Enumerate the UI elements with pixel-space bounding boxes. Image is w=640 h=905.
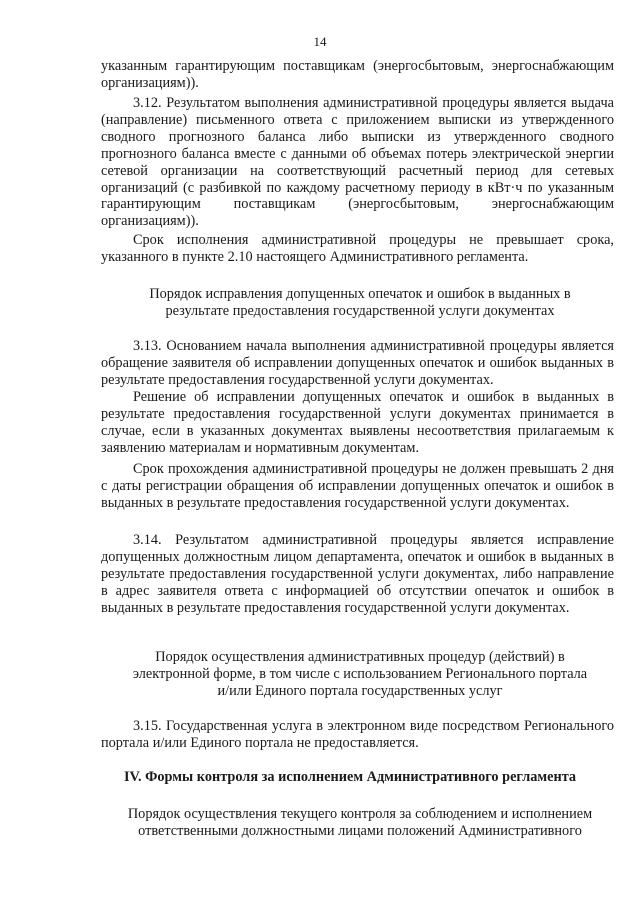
section-heading-corrections: Порядок исправления допущенных опечаток и ошибок в выданных в результате предоставления государственной услуги документах <box>149 286 571 319</box>
paragraph-3-12: 3.12. Результатом выполнения административной процедуры является выдача (направление) письменного ответа с приложением выписки из утвержденного сводного прогнозного баланса либо выписки из утвержденного сводного прогнозного баланса вместе с данными об объемах потерь электрической энергии сетевой организации на соответствующий расчетный период для сетевых организаций (с разбивкой по каждому расчетному периоду в кВт·ч по указанным гарантирующим поставщикам (энергосбытовым, энергоснабжающим организациям)). <box>101 95 614 230</box>
paragraph-continuation: указанным гарантирующим поставщикам (энергосбытовым, энергоснабжающим организациям)). <box>101 58 614 91</box>
paragraph-deadline: Срок исполнения административной процедуры не превышает срока, указанного в пункте 2.10 настоящего Административного регламента. <box>101 232 614 265</box>
paragraph-correction-deadline: Срок прохождения административной процедуры не должен превышать 2 дня с даты регистрации обращения об исправлении допущенных опечаток и ошибок в выданных в результате предоставления государственной услуги документах. <box>101 461 614 511</box>
page-number: 14 <box>313 34 327 49</box>
paragraph-3-13: 3.13. Основанием начала выполнения административной процедуры является обращение заявителя об исправлении допущенных опечаток и ошибок выданных в результате предоставления государственной услуги документах. <box>101 338 614 388</box>
paragraph-3-14: 3.14. Результатом административной процедуры является исправление допущенных должностным лицом департамента, опечаток и ошибок в выданных в результате предоставления государственной услуги документах, либо направление в адрес заявителя ответа с информацией об отсутствии опечаток и ошибок в выданных в результате предоставления государственной услуги документах. <box>101 532 614 616</box>
paragraph-3-15: 3.15. Государственная услуга в электронном виде посредством Регионального портала и/или Единого портала не предоставляется. <box>101 718 614 751</box>
chapter-heading-iv: IV. Формы контроля за исполнением Административного регламента <box>123 769 577 785</box>
paragraph-correction-decision: Решение об исправлении допущенных опечаток и ошибок в выданных в результате предоставления государственной услуги документах принимается в случае, если в указанных документах выявлены несоответствия прилагаемым к заявлению материалам и нормативным документам. <box>101 389 614 456</box>
section-heading-electronic: Порядок осуществления административных процедур (действий) в электронной форме, в том числе с использованием Регионального портала и/или Единого портала государственных услуг <box>132 649 588 699</box>
section-heading-control: Порядок осуществления текущего контроля за соблюдением и исполнением ответственными должностными лицами положений Административного <box>127 806 593 839</box>
